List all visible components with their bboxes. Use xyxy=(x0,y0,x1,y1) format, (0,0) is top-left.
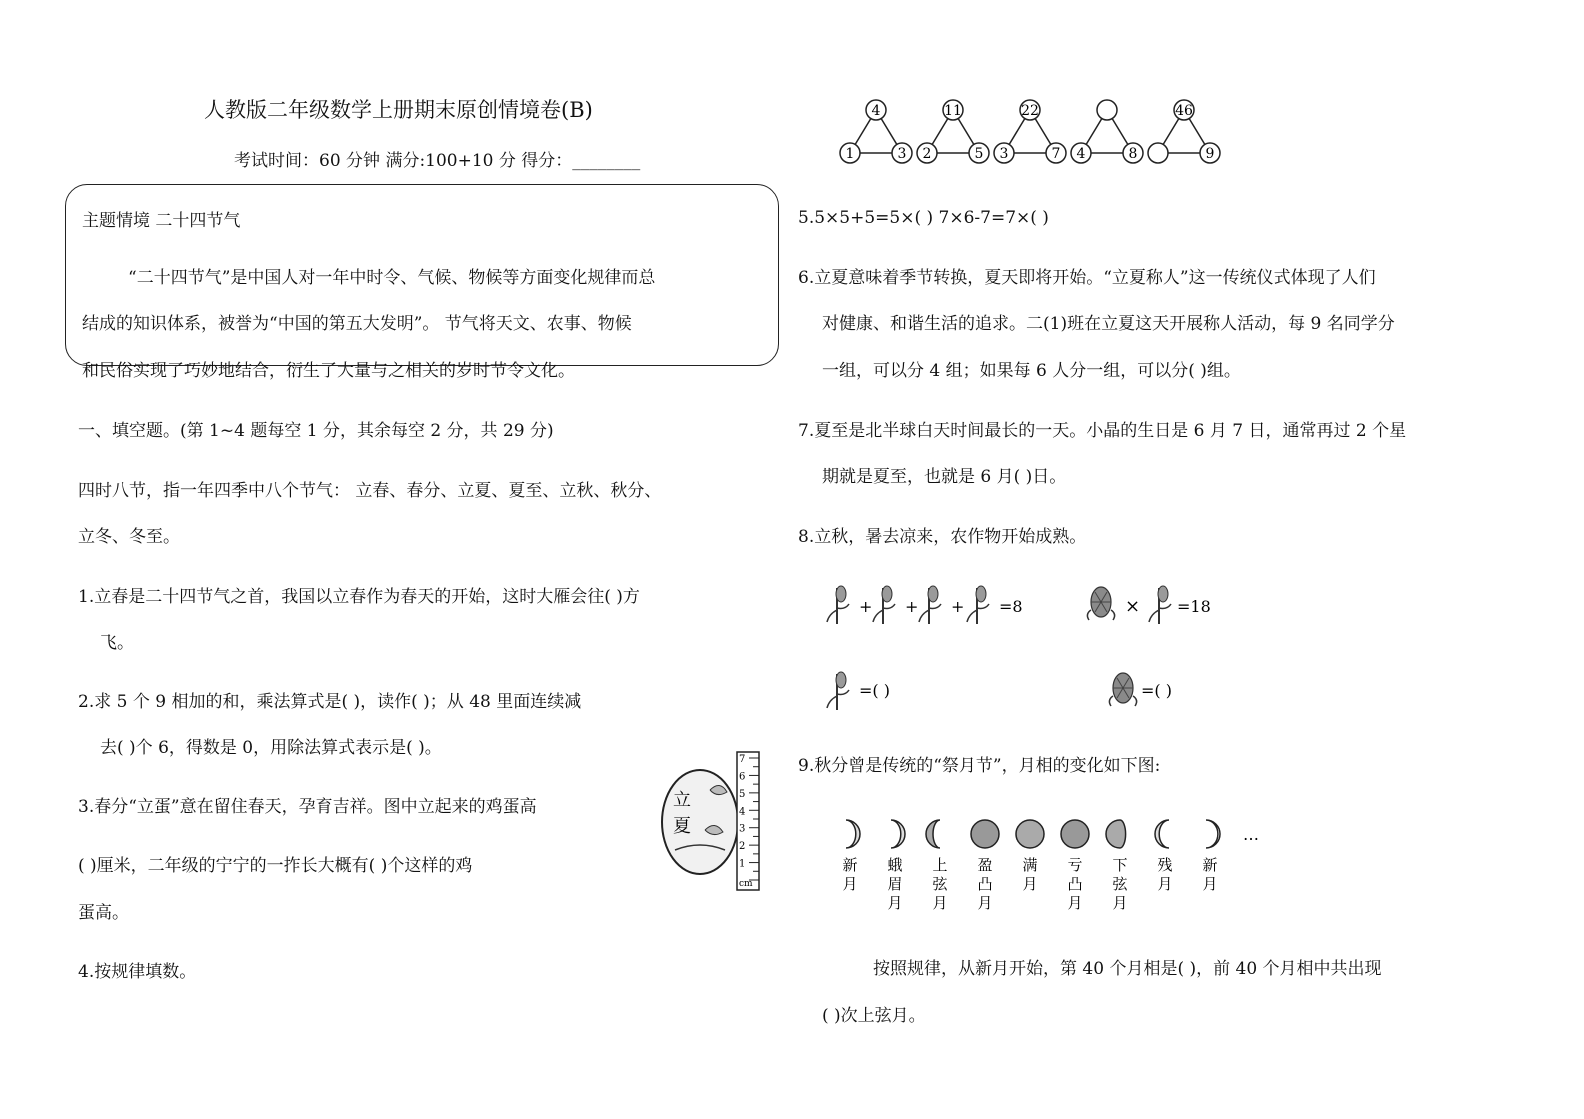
question-9-cont: ( )次上弦月。 xyxy=(822,1006,926,1026)
moon-phase-label: 满 xyxy=(1022,856,1038,874)
ruler-tick-label: 1 xyxy=(739,858,746,870)
moon-phase xyxy=(842,820,860,893)
question-6-cont: 对健康、和谐生活的追求。二(1)班在立夏这天开展称人活动，每 9 名同学分 xyxy=(822,314,1395,334)
question-3-cont: ( )厘米，二年级的宁宁的一拃长大概有( )个这样的鸡 xyxy=(78,856,473,876)
moon-phase-label: 月 xyxy=(977,894,993,912)
moon-phase-label: 盈 xyxy=(977,856,993,874)
triangle-number-right: 7 xyxy=(1051,146,1061,162)
number-triangle xyxy=(994,100,1066,163)
ruler-tick-label: 2 xyxy=(739,841,746,853)
exam-info: 考试时间：60 分钟 满分:100+10 分 得分：________ xyxy=(234,151,641,171)
corn-icon xyxy=(1087,587,1114,620)
triangle-number-left: 2 xyxy=(922,146,932,162)
wheat-icon xyxy=(967,586,989,624)
equation-answer: =( ) xyxy=(1141,681,1172,700)
wheat-icon xyxy=(827,672,849,710)
moon-phase-label: 月 xyxy=(1112,894,1128,912)
theme-paragraph-line: 结成的知识体系，被誉为“中国的第五大发明”。 节气将天文、农事、物候 xyxy=(82,314,632,334)
moon-phase xyxy=(1155,820,1173,893)
question-2-cont: 去( )个 6，得数是 0，用除法算式表示是( )。 xyxy=(100,738,442,758)
number-triangle xyxy=(1071,100,1143,163)
section-heading: 一、填空题。(第 1~4 题每空 1 分，其余每空 2 分，共 29 分) xyxy=(78,421,554,441)
triangle-number-right: 5 xyxy=(974,146,984,162)
question-5: 5.5×5+5=5×( ) 7×6-7=7×( ) xyxy=(798,208,1049,228)
question-3: 3.春分“立蛋”意在留住春天，孕育吉祥。图中立起来的鸡蛋高 xyxy=(78,797,537,817)
number-triangle xyxy=(917,100,989,163)
triangle-number-top: 4 xyxy=(871,103,881,119)
moon-phase-label: 蛾 xyxy=(887,856,903,874)
ruler-tick-label: 6 xyxy=(739,771,746,783)
triangle-number-right: 8 xyxy=(1128,146,1138,162)
triangle-number-top: 22 xyxy=(1021,103,1039,119)
question-1: 1.立春是二十四节气之首，我国以立春作为春天的开始，这时大雁会往( )方 xyxy=(78,587,640,607)
moon-phase-label: 月 xyxy=(1022,875,1038,893)
number-triangle xyxy=(840,100,912,163)
moon-phase xyxy=(971,820,999,912)
moon-phase-label: 月 xyxy=(932,894,948,912)
svg-text:+: + xyxy=(859,597,873,616)
moon-phase-label: 凸 xyxy=(1067,875,1083,893)
moon-phase-label: 月 xyxy=(887,894,903,912)
crop-equations xyxy=(825,580,1245,720)
triangle-number-right: 3 xyxy=(897,146,907,162)
moon-phase-label: 月 xyxy=(1202,875,1218,893)
question-3-cont: 蛋高。 xyxy=(78,903,129,923)
question-6: 6.立夏意味着季节转换，夏天即将开始。“立夏称人”这一传统仪式体现了人们 xyxy=(798,268,1376,288)
question-2: 2.求 5 个 9 相加的和，乘法算式是( )，读作( )；从 48 里面连续减 xyxy=(78,692,582,712)
ruler-tick-label: 4 xyxy=(739,806,746,818)
equation-result: =8 xyxy=(999,597,1023,616)
question-7: 7.夏至是北半球白天时间最长的一天。小晶的生日是 6 月 7 日，通常再过 2 个星 xyxy=(798,421,1407,441)
wheat-icon xyxy=(827,586,849,624)
moon-phase-label: 月 xyxy=(842,875,858,893)
svg-text:+: + xyxy=(951,597,965,616)
moon-ellipsis: … xyxy=(1243,825,1259,844)
moon-phases-figure xyxy=(830,812,1259,922)
wheat-icon xyxy=(919,586,941,624)
question-1-cont: 飞。 xyxy=(100,633,134,653)
triangle-pattern xyxy=(830,96,1230,168)
question-6-cont: 一组，可以分 4 组；如果每 6 人分一组，可以分( )组。 xyxy=(822,361,1241,381)
moon-phase xyxy=(1016,820,1044,893)
question-9: 9.秋分曾是传统的“祭月节”，月相的变化如下图: xyxy=(798,756,1161,776)
moon-phase-label: 凸 xyxy=(977,875,993,893)
question-9-cont: 按照规律，从新月开始，第 40 个月相是( )，前 40 个月相中共出现 xyxy=(873,959,1382,979)
moon-phase xyxy=(1106,820,1128,912)
ruler-unit: cm xyxy=(739,879,753,889)
triangle-number-top: 46 xyxy=(1175,103,1193,119)
wheat-icon xyxy=(1149,586,1171,624)
egg-label: 立 夏 xyxy=(673,790,691,837)
egg-ruler-figure xyxy=(655,750,770,895)
theme-heading: 主题情境 二十四节气 xyxy=(82,211,241,231)
triangle-number-right: 9 xyxy=(1205,146,1215,162)
equation-answer: =( ) xyxy=(859,681,890,700)
ruler-tick-label: 7 xyxy=(739,754,746,765)
question-8: 8.立秋，暑去凉来，农作物开始成熟。 xyxy=(798,527,1087,547)
svg-text:+: + xyxy=(905,597,919,616)
ruler-tick-label: 5 xyxy=(739,788,746,800)
svg-text:×: × xyxy=(1125,596,1141,617)
theme-paragraph-line: 和民俗实现了巧妙地结合，衍生了大量与之相关的岁时节令文化。 xyxy=(82,361,575,381)
corn-icon xyxy=(1109,673,1136,706)
moon-phase-label: 月 xyxy=(1157,875,1173,893)
triangle-number-top: 11 xyxy=(944,103,962,119)
question-7-cont: 期就是夏至，也就是 6 月( )日。 xyxy=(822,467,1067,487)
moon-phase-label: 弦 xyxy=(1112,875,1128,893)
section-intro: 四时八节，指一年四季中八个节气： 立春、春分、立夏、夏至、立秋、秋分、 xyxy=(78,481,662,501)
moon-phase-label: 下 xyxy=(1112,856,1128,874)
number-triangle xyxy=(1148,100,1220,163)
moon-phase-label: 残 xyxy=(1157,856,1173,874)
moon-phase xyxy=(1061,820,1089,912)
moon-phase-label: 眉 xyxy=(887,875,903,893)
page-title: 人教版二年级数学上册期末原创情境卷(B) xyxy=(204,98,593,122)
moon-phase-label: 弦 xyxy=(932,875,948,893)
equation-result: =18 xyxy=(1177,597,1211,616)
moon-phase xyxy=(1202,820,1220,893)
moon-phase-label: 新 xyxy=(842,856,858,874)
triangle-number-left: 1 xyxy=(845,146,855,162)
triangle-number-left: 3 xyxy=(999,146,1009,162)
moon-phase-label: 新 xyxy=(1202,856,1218,874)
triangle-number-left: 4 xyxy=(1076,146,1086,162)
moon-phase-label: 上 xyxy=(932,856,948,874)
moon-phase-label: 亏 xyxy=(1067,856,1083,874)
wheat-icon xyxy=(873,586,895,624)
moon-phase xyxy=(887,820,905,912)
section-intro: 立冬、冬至。 xyxy=(78,527,180,547)
question-4: 4.按规律填数。 xyxy=(78,962,197,982)
moon-phase xyxy=(926,820,948,912)
ruler-tick-label: 3 xyxy=(739,823,746,835)
theme-paragraph-line: “二十四节气”是中国人对一年中时令、气候、物候等方面变化规律而总 xyxy=(128,268,656,288)
moon-phase-label: 月 xyxy=(1067,894,1083,912)
